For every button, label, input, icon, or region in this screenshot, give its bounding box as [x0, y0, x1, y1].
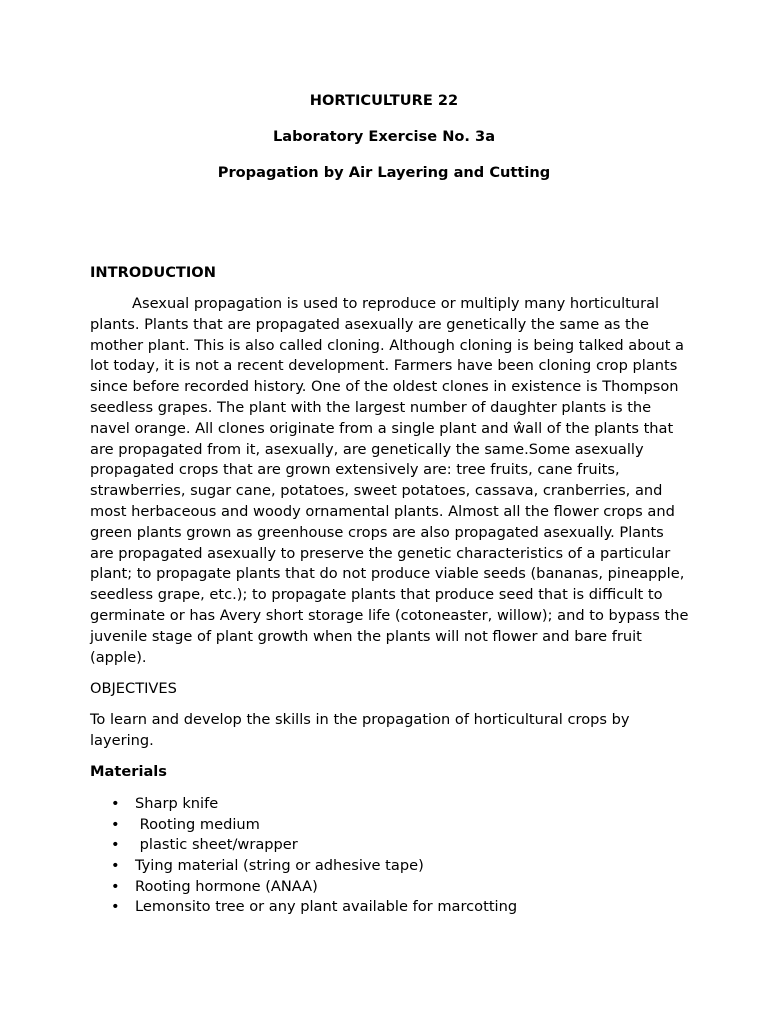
introduction-body: Asexual propagation is used to reproduce or multiply many horticultural plants. Plants that are propagated asexually are genetically the same as the mother plant. This is also called cloning. Although cloning is being talked about a lot today, it is not a recent development. Farmers have been cloning crop plants since before recorded history. One of the oldest clones in existence is Thompson seedless grapes. The plant with the largest number of daughter plants is the navel orange. All clones originate from a single plant and ŵall of the plants that are propagated from it, asexually, are genetically the same.Some asexually propagated crops that are grown extensively are: tree fruits, cane fruits, strawberries, sugar cane, potatoes, sweet potatoes, cassava, cranberries, and most herbaceous and woody ornamental plants. Almost all the flower crops and green plants grown as greenhouse crops are also propagated asexually. Plants are propagated asexually to preserve the genetic characteristics of a particular plant; to propagate plants that do not produce viable seeds (bananas, pineapple, seedless grape, etc.); to propagate plants that produce seed that is difficult to germinate or has Avery short storage life (cotoneaster, willow); and to bypass the juvenile stage of plant growth when the plants will not flower and bare fruit (apple). [90, 295, 689, 666]
materials-list-item [90, 815, 517, 836]
materials-item-text: Lemonsito tree or any plant available for marcotting [135, 898, 518, 916]
bullet-icon: • [111, 877, 120, 895]
introduction-paragraph [90, 294, 690, 668]
document-title: Propagation by Air Layering and Cutting [217, 164, 551, 181]
materials-item-text: Tying material (string or adhesive tape) [135, 857, 424, 875]
materials-list-item [90, 877, 517, 898]
exercise-title: Laboratory Exercise No. 3a [272, 128, 496, 145]
course-title: HORTICULTURE 22 [309, 92, 459, 109]
materials-list-item [90, 897, 517, 918]
bullet-icon: • [111, 795, 120, 812]
objectives-heading: OBJECTIVES [90, 680, 177, 697]
materials-list-item [90, 794, 517, 815]
materials-item-text: Rooting hormone (ANAA) [135, 877, 318, 895]
materials-list [90, 794, 517, 918]
bullet-icon: • [111, 815, 120, 833]
introduction-heading: INTRODUCTION [90, 264, 216, 281]
materials-heading: Materials [90, 763, 167, 780]
bullet-icon: • [111, 857, 120, 875]
materials-list-item [90, 856, 517, 877]
materials-item-text: plastic sheet/wrapper [135, 836, 298, 854]
objectives-paragraph: To learn and develop the skills in the propagation of horticultural crops by layering. [90, 711, 630, 749]
materials-list-item [90, 835, 517, 856]
materials-item-text: Sharp knife [135, 795, 219, 812]
materials-item-text: Rooting medium [135, 815, 260, 833]
bullet-icon: • [111, 836, 120, 854]
bullet-icon: • [111, 898, 120, 916]
